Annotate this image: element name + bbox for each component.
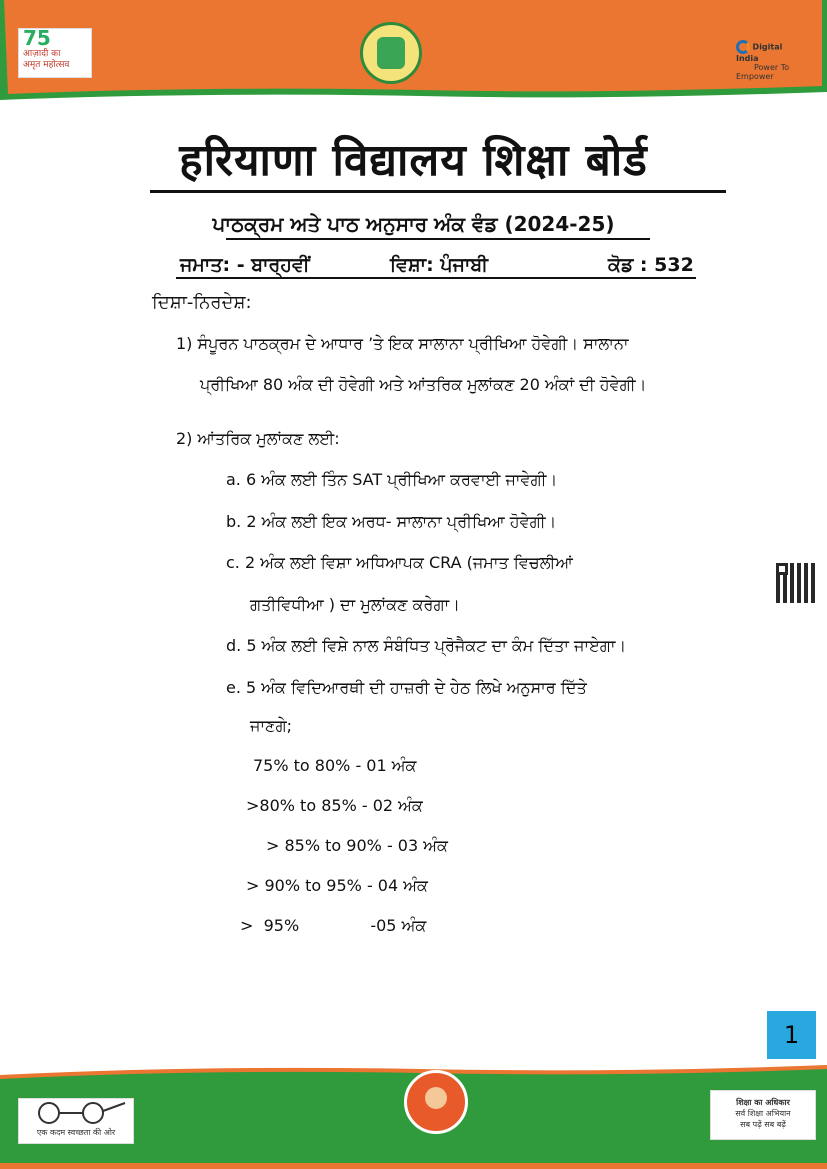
- attendance-row: > 90% to 95% - 04 ਅੰਕ: [246, 876, 428, 895]
- code-label: ਕੋਡ : 532: [608, 254, 694, 276]
- attendance-row: >80% to 85% - 02 ਅੰਕ: [246, 796, 423, 815]
- qr-code-icon: [776, 563, 816, 603]
- digital-india-icon: [736, 40, 750, 54]
- point-2-heading: 2) ਆਂਤਰਿਕ ਮੁਲਾਂਕਣ ਲਈ:: [176, 429, 340, 448]
- right-to-education-logo: शिक्षा का अधिकार सर्व शिक्षा अभियान सब पढ़ें सब बढ़ें: [710, 1090, 816, 1140]
- list-item-c-line-2: ਗਤੀਵਿਧੀਆ ) ਦਾ ਮੁਲਾਂਕਣ ਕਰੇਗਾ।: [250, 595, 460, 614]
- attendance-row: > 85% to 90% - 03 ਅੰਕ: [266, 836, 448, 855]
- subtitle-underline: [226, 238, 650, 240]
- beti-bachao-beti-padhao-logo: [404, 1070, 468, 1134]
- attendance-row: > 95% -05 ਅੰਕ: [240, 916, 427, 935]
- meta-underline: [176, 277, 696, 279]
- subject-label: ਵਿਸ਼ਾ: ਪੰਜਾਬੀ: [390, 254, 488, 276]
- list-item-e-line-2: ਜਾਣਗੇ;: [250, 716, 292, 735]
- point-1-line-1: 1) ਸੰਪੂਰਨ ਪਾਠਕ੍ਰਮ ਦੇ ਆਧਾਰ ’ਤੇ ਇਕ ਸਾਲਾਨਾ ਪ੍ਰੀਖਿਆ ਹੋਵੇਗੀ। ਸਾਲਾਨਾ: [176, 334, 629, 353]
- list-item-a: a. 6 ਅੰਕ ਲਈ ਤਿੰਨ SAT ਪ੍ਰੀਖਿਆ ਕਰਵਾਈ ਜਾਵੇਗੀ।: [226, 470, 558, 489]
- board-title: हरियाणा विद्यालय शिक्षा बोर्ड: [179, 135, 648, 186]
- azadi-ka-amrit-mahotsav-logo: 75 आज़ादी का अमृत महोत्सव: [18, 28, 92, 78]
- swachh-bharat-logo: एक कदम स्वच्छता की ओर: [18, 1098, 134, 1144]
- list-item-c-line-1: c. 2 ਅੰਕ ਲਈ ਵਿਸ਼ਾ ਅਧਿਆਪਕ CRA (ਜਮਾਤ ਵਿਚਲੀਆਂ: [226, 553, 573, 572]
- page-number: 1: [767, 1011, 816, 1059]
- point-1-line-2: ਪ੍ਰੀਖਿਆ 80 ਅੰਕ ਦੀ ਹੋਵੇਗੀ ਅਤੇ ਆਂਤਰਿਕ ਮੁਲਾਂਕਣ 20 ਅੰਕਾਂ ਦੀ ਹੋਵੇਗੀ।: [200, 375, 647, 394]
- list-item-b: b. 2 ਅੰਕ ਲਈ ਇਕ ਅਰਧ- ਸਾਲਾਨਾ ਪ੍ਰੀਖਿਆ ਹੋਵੇਗੀ।: [226, 512, 557, 531]
- guidelines-heading: ਦਿਸ਼ਾ-ਨਿਰਦੇਸ਼:: [152, 292, 252, 313]
- list-item-d: d. 5 ਅੰਕ ਲਈ ਵਿਸ਼ੇ ਨਾਲ ਸੰਬੰਧਿਤ ਪ੍ਰੋਜੈਕਟ ਦਾ ਕੰਮ ਦਿੱਤਾ ਜਾਏਗਾ।: [226, 636, 627, 655]
- spectacles-icon: [19, 1099, 129, 1125]
- title-underline: [150, 190, 726, 193]
- board-seal-logo: [360, 22, 422, 84]
- document-subtitle: ਪਾਠਕ੍ਰਮ ਅਤੇ ਪਾਠ ਅਨੁਸਾਰ ਅੰਕ ਵੰਡ (2024-25): [212, 212, 615, 236]
- attendance-row: 75% to 80% - 01 ਅੰਕ: [253, 756, 417, 775]
- class-label: ਜਮਾਤ: - ਬਾਰ੍ਹਵੀਂ: [180, 254, 310, 276]
- list-item-e-line-1: e. 5 ਅੰਕ ਵਿਦਿਆਰਥੀ ਦੀ ਹਾਜ਼ਰੀ ਦੇ ਹੇਠ ਲਿਖੇ ਅਨੁਸਾਰ ਦਿੱਤੇ: [226, 678, 587, 697]
- digital-india-logo: Digital India Power To Empower: [736, 40, 806, 66]
